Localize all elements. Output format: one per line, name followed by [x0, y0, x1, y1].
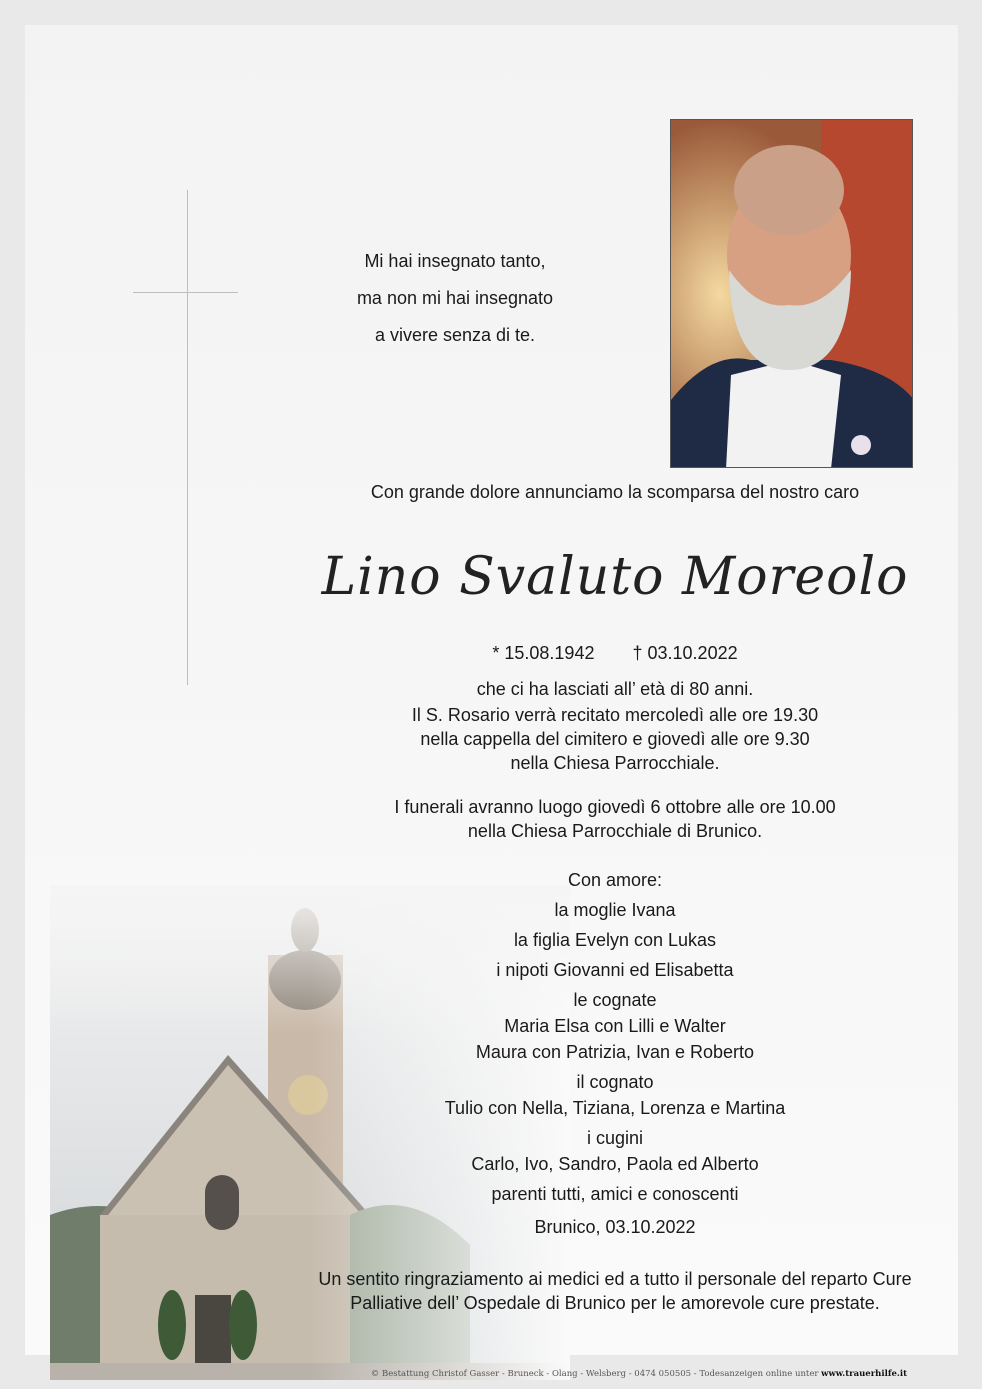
footer-link[interactable]: www.trauerhilfe.it — [821, 1369, 907, 1379]
rosary-line: nella Chiesa Parrocchiale. — [510, 753, 720, 773]
poem-line: a vivere senza di te. — [374, 325, 536, 345]
announcement: Con grande dolore annunciamo la scomparsa del nostro caro — [370, 482, 860, 502]
poem-line: Mi hai insegnato tanto, — [364, 251, 546, 271]
mourner-line: Maura con Patrizia, Ivan e Roberto — [475, 1042, 755, 1062]
mourner-line: Con amore: — [567, 870, 663, 890]
rosary-line: Il S. Rosario verrà recitato mercoledì alle ore 19.30 — [411, 705, 819, 725]
mourner-line: la figlia Evelyn con Lukas — [513, 930, 717, 950]
rosary-line: nella cappella del cimitero e giovedì alle ore 9.30 — [420, 729, 810, 749]
poem-line: ma non mi hai insegnato — [356, 288, 554, 308]
birth-date: * 15.08.1942 — [492, 643, 595, 663]
mourner-line: parenti tutti, amici e conoscenti — [491, 1184, 739, 1204]
mourner-line: Tulio con Nella, Tiziana, Lorenza e Martina — [444, 1098, 786, 1118]
mourner-line: Carlo, Ivo, Sandro, Paola ed Alberto — [471, 1154, 759, 1174]
mourner-line: il cognato — [576, 1072, 654, 1092]
mourner-line: i nipoti Giovanni ed Elisabetta — [496, 960, 734, 980]
footer-text: © Bestattung Christof Gasser - Bruneck - Olang - Welsberg - 0474 050505 - Todesanzeigen online unter — [370, 1369, 822, 1379]
thanks — [265, 1267, 965, 1315]
cross-icon-bar — [133, 292, 238, 293]
funeral-info — [315, 795, 915, 843]
rosary-info — [315, 703, 915, 775]
life-dates — [315, 643, 915, 664]
footer — [0, 1360, 982, 1389]
thanks-line: Un sentito ringraziamento ai medici ed a tutto il personale del reparto Cure — [318, 1269, 912, 1289]
poem — [325, 243, 585, 354]
obituary-page — [25, 25, 958, 1355]
thanks-line: Palliative dell’ Ospedale di Brunico per le amorevole cure prestate. — [350, 1293, 880, 1313]
age-line: che ci ha lasciati all’ età di 80 anni. — [476, 679, 754, 699]
deceased-name: Lino Svaluto Moreolo — [321, 547, 909, 607]
mourner-line: le cognate — [573, 990, 657, 1010]
portrait-photo — [670, 119, 913, 468]
mourner-line: Maria Elsa con Lilli e Walter — [504, 1016, 726, 1036]
cross-icon — [187, 190, 188, 685]
funeral-line: I funerali avranno luogo giovedì 6 ottobre alle ore 10.00 — [394, 797, 836, 817]
death-date: † 03.10.2022 — [632, 643, 738, 663]
mourner-line: i cugini — [586, 1128, 644, 1148]
funeral-line: nella Chiesa Parrocchiale di Brunico. — [467, 821, 763, 841]
mourners-list — [315, 867, 915, 1207]
mourner-line: la moglie Ivana — [554, 900, 676, 920]
place-date: Brunico, 03.10.2022 — [534, 1217, 696, 1237]
